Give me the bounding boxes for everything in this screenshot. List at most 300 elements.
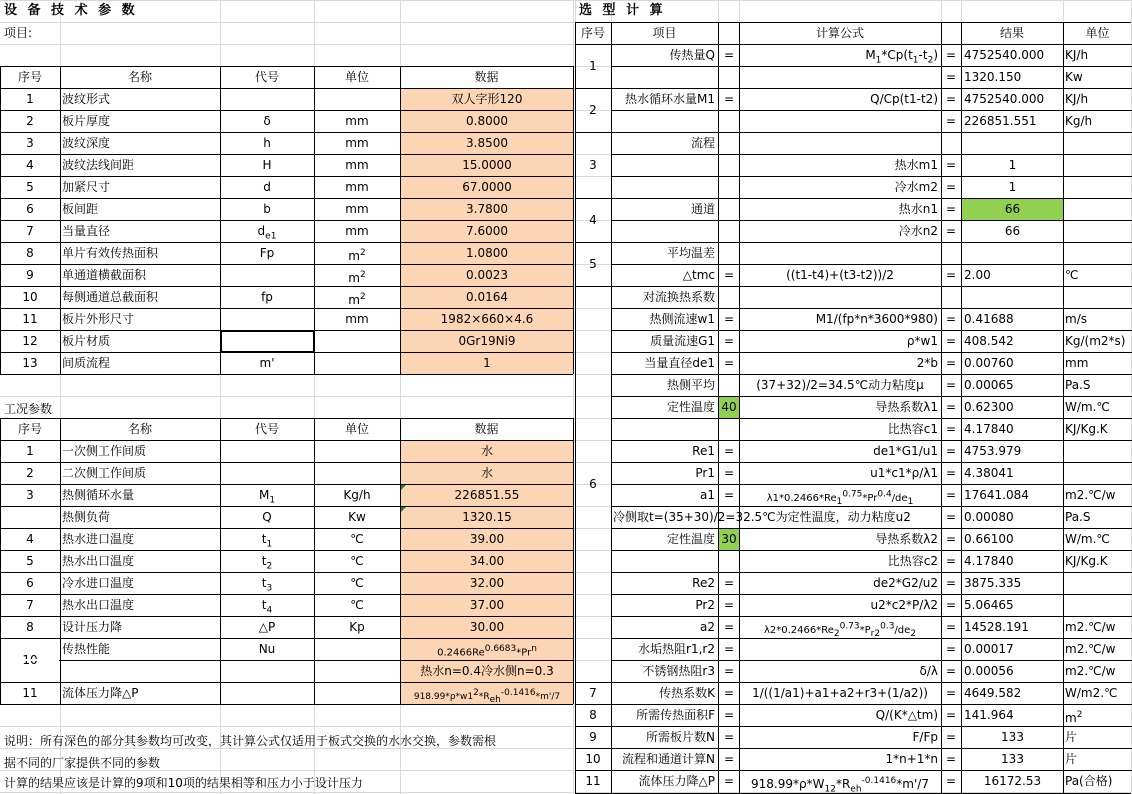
work-row-code: $t_1$	[261, 532, 273, 550]
calc-formula	[739, 506, 941, 528]
calc-eq1	[719, 243, 739, 264]
col-value-header-work: 数据	[474, 422, 499, 436]
calc-formula: 比热容c2	[887, 554, 938, 568]
spec-row-unit: mm	[345, 202, 369, 216]
calc-formula: 导热系数λ1	[875, 400, 938, 414]
calc-formula: $918.99*\rho*W_{12}*R_{eh}^{-0.1416}*m'/7$	[751, 776, 929, 792]
spec-row-name: 单片有效传热面积	[62, 246, 159, 260]
right-title: 选 型 计 算	[579, 3, 666, 18]
cell-comment-marker	[401, 507, 406, 512]
calc-group-no: 3	[589, 158, 597, 172]
calc-eq1: =	[723, 752, 735, 766]
col-unit-header-work: 单位	[344, 422, 369, 436]
calc-item	[611, 418, 718, 440]
calc-eq1: =	[723, 576, 735, 590]
col-unit-header: 单位	[344, 70, 369, 84]
work-row-code: △P	[258, 620, 276, 634]
work-row-no: 1	[26, 444, 34, 458]
spec-row-unit: $m^2$	[348, 248, 366, 263]
calc-result	[962, 133, 1063, 154]
spec-row-code: d	[263, 180, 271, 194]
spec-row-no: 5	[26, 180, 34, 194]
work-row-no: 6	[26, 576, 34, 590]
spec-row-code	[220, 264, 314, 286]
calc-result: 0.00760	[964, 356, 1014, 370]
calc-unit: mm	[1065, 356, 1089, 370]
calc-eq1: =	[723, 444, 735, 458]
calc-unit: Kg/h	[1065, 114, 1093, 128]
work-row-name: 冷水进口温度	[62, 576, 135, 590]
work-row-value-input[interactable]: 水	[401, 463, 573, 484]
work-row-name: 热侧负荷	[62, 510, 111, 524]
calc-formula: $\lambda 2*0.2466*Re_2^{0.73}*P_{r2}^{0.3}/de_2$	[763, 622, 917, 638]
work-row-value-input[interactable]: 30.00	[401, 617, 573, 638]
calc-eq2: =	[945, 532, 957, 546]
work-row-name: 热水出口温度	[62, 598, 135, 612]
calc-unit: Kw	[1065, 70, 1083, 84]
work-row-no: 8	[26, 620, 34, 634]
calc-unit	[1063, 154, 1132, 176]
spec-row-name: 板间距	[62, 202, 99, 216]
project-label: 项目:	[4, 26, 33, 40]
qualitative-temp-input[interactable]: 40	[719, 397, 739, 418]
calc-group-no: 4	[589, 213, 597, 227]
calc-eq1	[719, 67, 739, 88]
calc-item	[611, 110, 718, 132]
work-row-value-input[interactable]: 1320.15	[401, 507, 573, 528]
work-row-name: 热水出口温度	[62, 554, 135, 568]
calc-eq2: =	[945, 312, 957, 326]
calc-item: 所需板片数N	[646, 730, 715, 744]
spec-row-no: 8	[26, 246, 34, 260]
work-row-unit: Kp	[349, 620, 365, 634]
calc-result	[962, 243, 1063, 264]
calc-eq1: =	[723, 312, 735, 326]
calc-eq1	[719, 419, 739, 440]
calc-eq1: =	[723, 466, 735, 480]
calc-group-no: 8	[589, 708, 597, 722]
spec-row-unit: mm	[345, 136, 369, 150]
calc-eq2: =	[945, 114, 957, 128]
calc-eq2: =	[945, 334, 957, 348]
spec-row-value-input[interactable]: 7.6000	[401, 221, 573, 242]
calc-eq1: =	[723, 598, 735, 612]
calc-eq1	[719, 551, 739, 572]
calc-unit	[1063, 198, 1132, 220]
calc-eq2: =	[945, 224, 957, 238]
work-row-value-input[interactable]: 32.00	[401, 573, 573, 594]
calc-result: 66	[1004, 224, 1021, 238]
work-row-code	[220, 440, 314, 462]
calc-result: 0.00017	[964, 642, 1014, 656]
spec-row-name: 板片材质	[62, 334, 111, 348]
work-row10-name: 传热性能	[62, 642, 111, 656]
calc-item: 传热量Q	[669, 48, 715, 62]
calc-unit	[1063, 462, 1132, 484]
calc-eq2: =	[945, 620, 957, 634]
calc-item: 对流换热系数	[642, 290, 715, 304]
calc-item: △tmc	[682, 268, 715, 282]
work-row-name: 一次侧工作间质	[62, 444, 147, 458]
calc-result: 14528.191	[964, 620, 1029, 634]
calc-formula: 比热容c1	[887, 422, 938, 436]
work-row-value-input[interactable]: 39.00	[401, 529, 573, 550]
calc-eq1	[719, 375, 739, 396]
work-row10-note[interactable]: 热水n=0.4冷水侧n=0.3	[401, 661, 573, 682]
calc-eq2: =	[945, 70, 957, 84]
spec-row-unit	[314, 88, 400, 110]
calc-eq2: =	[945, 466, 957, 480]
calc-unit: Pa.S	[1065, 510, 1091, 524]
calc-eq1: =	[723, 488, 735, 502]
calc-formula: $\lambda 1*0.2466*Re_1^{0.75}*Pr^{0.4}/de_1$	[766, 490, 914, 506]
calc-eq2: =	[945, 400, 957, 414]
calc-eq1	[719, 287, 739, 308]
spec-row-no: 7	[26, 224, 34, 238]
spec-row-value-input[interactable]: 0.0164	[401, 287, 573, 308]
spec-row-unit: mm	[345, 114, 369, 128]
calc-eq1	[719, 221, 739, 242]
calc-eq2	[941, 286, 961, 308]
work-row-code: $t_4$	[261, 598, 273, 616]
spec-row-unit: mm	[345, 312, 369, 326]
calc-unit: KJ/Kg.K	[1065, 554, 1108, 568]
spec-row-value-input[interactable]: 67.0000	[401, 177, 573, 198]
calc-result: 0.62300	[964, 400, 1014, 414]
calc-item: 质量流速G1	[650, 334, 715, 348]
calc-eq1: =	[723, 356, 735, 370]
calc-eq2: =	[945, 444, 957, 458]
calc-unit: W/m.℃	[1065, 532, 1110, 546]
col-no-header-work: 序号	[17, 422, 42, 436]
work-row11-no: 11	[22, 686, 38, 700]
calc-result: 4752540.000	[964, 92, 1045, 106]
calc-eq1	[719, 111, 739, 132]
calc-item: a2	[700, 620, 715, 634]
work-row-name: 设计压力降	[62, 620, 123, 634]
calc-item: 定性温度	[666, 532, 715, 546]
calc-result: 1	[1008, 180, 1017, 194]
calc-formula: Q/(K*△tm)	[875, 708, 938, 722]
spec-row-no: 10	[22, 290, 38, 304]
calc-formula: Q/Cp(t1-t2)	[870, 92, 938, 106]
calc-eq1	[719, 177, 739, 198]
calc-formula: u2*c2*P/λ2	[870, 598, 938, 612]
calc-formula: δ/λ	[919, 664, 938, 678]
calc-eq2: =	[945, 202, 957, 216]
calc-item	[611, 66, 718, 88]
spec-row-code	[220, 88, 314, 110]
spec-row-value-input[interactable]: 1.0800	[401, 243, 573, 264]
spec-row-value-input[interactable]: 0.0023	[401, 265, 573, 286]
col-name-header-work: 名称	[127, 422, 152, 436]
calc-formula: M1/(fp*n*3600*980)	[815, 312, 938, 326]
work-row-code: $M_1$	[258, 488, 276, 506]
calc-eq1: =	[723, 686, 735, 700]
spec-row-code: h	[263, 136, 271, 150]
calc-eq2: =	[945, 686, 957, 700]
spec-row-no: 9	[26, 268, 34, 282]
calc-group-no: 2	[589, 103, 597, 117]
spec-row-value-input[interactable]: 3.8500	[401, 133, 573, 154]
spec-row-name: 间质流程	[62, 356, 111, 370]
work-row-no: 7	[26, 598, 34, 612]
spec-row-unit: $m^2$	[348, 292, 366, 307]
calc-formula: 2*b	[916, 356, 938, 370]
calc-result: 0.66100	[964, 532, 1014, 546]
calc-eq1: =	[723, 642, 735, 656]
calc-formula: 1*n+1*n	[885, 752, 938, 766]
calc-unit	[1063, 440, 1132, 462]
work-row11-name: 流体压力降△P	[62, 686, 139, 700]
spec-row-unit: $m^2$	[348, 270, 366, 285]
calc-item: 当量直径de1	[644, 356, 715, 370]
spec-row-name: 板片外形尺寸	[62, 312, 135, 326]
work-row-unit: ℃	[350, 576, 364, 590]
calc-unit: KJ/Kg.K	[1065, 422, 1108, 436]
calc-unit: KJ/h	[1065, 92, 1089, 106]
spec-row-name: 波纹深度	[62, 136, 111, 150]
calc-eq1: =	[723, 774, 735, 788]
calc-result: 4.17840	[964, 422, 1014, 436]
calc-result: 0.00065	[964, 378, 1014, 392]
calc-item: 通道	[690, 202, 715, 216]
calc-unit	[1063, 572, 1132, 594]
work-row-unit: ℃	[350, 598, 364, 612]
calc-result: 141.964	[964, 708, 1014, 722]
work-title: 工况参数	[4, 402, 53, 416]
calc-eq2	[941, 242, 961, 264]
spec-row-name: 单通道横截面积	[62, 268, 147, 282]
work-row-code: $t_3$	[261, 576, 273, 594]
calc-item	[611, 176, 718, 198]
calc-eq1	[719, 133, 739, 154]
work-row-value-input[interactable]: 226851.55	[401, 485, 573, 506]
calc-eq2: =	[945, 642, 957, 656]
calc-formula: 热水n1	[898, 202, 938, 216]
calc-group-no: 11	[585, 774, 601, 788]
calc-formula: u1*c1*ρ/λ1	[870, 466, 938, 480]
calc-unit	[1063, 594, 1132, 616]
work-row-no	[0, 506, 60, 528]
calc-unit: m2.℃/w	[1065, 642, 1116, 656]
calc-item-long: 冷侧取t=(35+30)/2=32.5℃为定性温度，动力粘度u2	[613, 510, 911, 524]
calc-formula: 热水m1	[894, 158, 938, 172]
calc-unit: m2.℃/w	[1065, 664, 1116, 678]
spec-row-name: 波纹形式	[62, 92, 111, 106]
calc-item: 热侧流速w1	[649, 312, 715, 326]
calc-eq2: =	[945, 664, 957, 678]
calc-item: Pr1	[695, 466, 715, 480]
calc-eq2: =	[945, 554, 957, 568]
calc-eq1: =	[723, 334, 735, 348]
calc-formula: $M_1*Cp(t_1-t_2)$	[865, 48, 938, 66]
calc-eq1: =	[723, 92, 735, 106]
calc-eq2: =	[945, 598, 957, 612]
calc-result: 0.41688	[964, 312, 1014, 326]
work-row-value-input[interactable]: 水	[401, 441, 573, 462]
col-name-header: 名称	[127, 70, 152, 84]
calc-eq1: =	[723, 268, 735, 282]
spec-row-no: 13	[22, 356, 38, 370]
qualitative-temp-input[interactable]: 30	[719, 529, 739, 550]
spec-row-value-input[interactable]: 双人字形120	[401, 89, 573, 110]
work-row-code	[220, 462, 314, 484]
calc-result: 226851.551	[964, 114, 1037, 128]
work-row-name: 热侧循环水量	[62, 488, 135, 502]
work-row-code: $t_2$	[261, 554, 273, 572]
calc-unit: KJ/h	[1065, 48, 1089, 62]
spec-row-value-input[interactable]: 1982×660×4.6	[401, 309, 573, 330]
calc-formula	[739, 638, 941, 660]
cell-comment-marker	[401, 485, 406, 490]
work-row-unit	[314, 462, 400, 484]
spec-row-no: 11	[22, 312, 38, 326]
channel-count-input[interactable]: 66	[962, 199, 1063, 220]
calc-result: 1320.150	[964, 70, 1022, 84]
calc-group-no: 5	[589, 257, 597, 271]
calc-unit	[1063, 286, 1132, 308]
work-row-value-input[interactable]: 37.00	[401, 595, 573, 616]
calc-result	[962, 287, 1063, 308]
calc-eq1: =	[723, 620, 735, 634]
calc-item: 所需传热面积F	[636, 708, 715, 722]
calc-result: 0.00056	[964, 664, 1014, 678]
calc-result: 4.17840	[964, 554, 1014, 568]
calc-eq1: =	[723, 664, 735, 678]
calc-eq2: =	[945, 576, 957, 590]
calc-unit: Pa.S	[1065, 378, 1091, 392]
r-col-formula-header: 计算公式	[815, 26, 864, 40]
work-row-value-input[interactable]: 34.00	[401, 551, 573, 572]
calc-eq1	[719, 199, 739, 220]
calc-item: 流体压力降△P	[638, 774, 715, 788]
calc-item: 平均温差	[666, 246, 715, 260]
calc-item	[611, 550, 718, 572]
calc-group-no: 10	[585, 752, 601, 766]
spec-row-unit: mm	[345, 180, 369, 194]
spec-row-name: 板片厚度	[62, 114, 111, 128]
spec-row-value-input[interactable]: 1	[401, 353, 573, 374]
calc-formula	[739, 242, 941, 264]
spec-row-code: δ	[263, 114, 271, 128]
note-line-1: 说明：所有深色的部分其参数均可改变，其计算公式仅适用于板式交换的水水交换，参数需根	[4, 734, 497, 748]
spec-row-name: 加紧尺寸	[62, 180, 111, 194]
work-row-no: 5	[26, 554, 34, 568]
calc-unit: W/m2.℃	[1065, 686, 1118, 700]
calc-eq2: =	[945, 356, 957, 370]
work-row-unit: ℃	[350, 554, 364, 568]
calc-formula: 1/((1/a1)+a1+a2+r3+(1/a2))	[752, 686, 928, 700]
spec-row-code: fp	[261, 290, 273, 304]
calc-result: 4753.979	[964, 444, 1022, 458]
spec-row-unit: mm	[345, 224, 369, 238]
col-code-header: 代号	[254, 70, 279, 84]
spec-row-value-input[interactable]: 3.7800	[401, 199, 573, 220]
work-row11-formula[interactable]: $918.99*\rho*w1^2*R_{eh}^{-0.1416}*m'/7$	[401, 683, 573, 704]
calc-item: 定性温度	[666, 400, 715, 414]
calc-formula: ρ*w1	[906, 334, 938, 348]
calc-formula: de1*G1/u1	[873, 444, 938, 458]
calc-formula: F/Fp	[912, 730, 938, 744]
calc-result: 17641.084	[964, 488, 1029, 502]
spec-row-unit	[314, 330, 400, 352]
spec-row-value-input[interactable]: 0.8000	[401, 111, 573, 132]
spec-row-code: b	[263, 202, 271, 216]
calc-item: 热水循环水量M1	[625, 92, 715, 106]
calc-result: 133	[1001, 752, 1024, 766]
spec-row-unit: mm	[345, 158, 369, 172]
spec-row-code	[220, 308, 314, 330]
calc-item: 不锈钢热阻r3	[642, 664, 715, 678]
spec-row-name: 波纹法线间距	[62, 158, 135, 172]
calc-formula: 冷水n2	[898, 224, 938, 238]
spec-row-no: 12	[22, 334, 38, 348]
calc-eq2: =	[945, 158, 957, 172]
calc-item: 流程和通道计算N	[622, 752, 715, 766]
calc-group-no: 1	[589, 59, 597, 73]
spec-row-no: 4	[26, 158, 34, 172]
calc-formula: ((t1-t4)+(t3-t2))/2	[786, 268, 894, 282]
work-row-unit: ℃	[350, 532, 364, 546]
calc-eq1: =	[723, 48, 735, 62]
calc-item: 热侧平均	[666, 378, 715, 392]
calc-result: 1	[1008, 158, 1017, 172]
work-row10-formula[interactable]: $0.2466Re^{0.6683}*Pr^n$	[401, 639, 573, 660]
calc-formula: 导热系数λ2	[875, 532, 938, 546]
work-row-name: 二次侧工作间质	[62, 466, 147, 480]
spec-row-value-input[interactable]: 0Gr19Ni9	[401, 331, 573, 352]
calc-item: 流程	[690, 136, 715, 150]
calc-eq2: =	[945, 708, 957, 722]
calc-unit	[1063, 176, 1132, 198]
calc-eq2: =	[945, 180, 957, 194]
calc-item	[611, 220, 718, 242]
calc-unit	[1063, 220, 1132, 242]
calc-unit: m/s	[1065, 312, 1087, 326]
spec-row-code: $d_{e1}$	[257, 224, 277, 242]
calc-eq1: =	[723, 730, 735, 744]
spec-row-code: m'	[259, 356, 275, 370]
work-row-no: 3	[26, 488, 34, 502]
calc-result: 133	[1001, 730, 1024, 744]
spec-row-code: H	[262, 158, 272, 172]
calc-result: 5.06465	[964, 598, 1014, 612]
col-code-header-work: 代号	[254, 422, 279, 436]
calc-group-no: 7	[589, 686, 597, 700]
calc-unit: 片	[1065, 730, 1078, 744]
calc-formula: (37+32)/2=34.5℃动力粘度μ	[756, 378, 924, 392]
calc-unit: Kg/(m2*s)	[1065, 334, 1126, 348]
calc-eq2: =	[945, 510, 957, 524]
work-row-no: 2	[26, 466, 34, 480]
calc-item: Pr2	[695, 598, 715, 612]
calc-eq2: =	[945, 378, 957, 392]
work-row-unit: Kg/h	[343, 488, 371, 502]
work-row-code: Q	[262, 510, 272, 524]
calc-result: 0.00080	[964, 510, 1014, 524]
r-col-no-header: 序号	[580, 26, 605, 40]
calc-formula	[739, 286, 941, 308]
calc-unit: W/m.℃	[1065, 400, 1110, 414]
work-row-name: 热水进口温度	[62, 532, 135, 546]
work-row-unit	[314, 440, 400, 462]
calc-item: Re1	[692, 444, 715, 458]
active-cell-selection[interactable]	[220, 330, 315, 353]
calc-eq2: =	[945, 752, 957, 766]
spec-row-value-input[interactable]: 15.0000	[401, 155, 573, 176]
calc-item: a1	[700, 488, 715, 502]
